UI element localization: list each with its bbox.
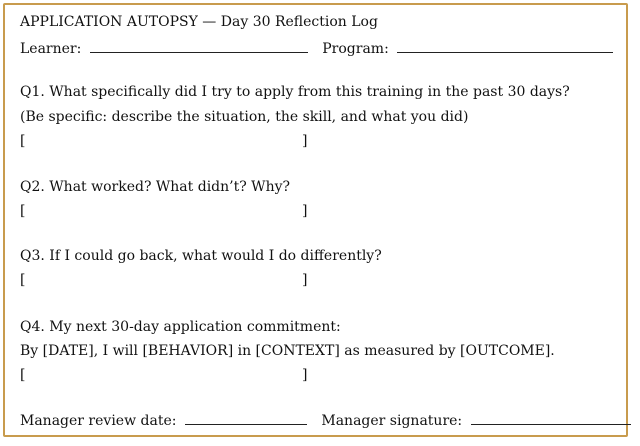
form-title: APPLICATION AUTOPSY — Day 30 Reflection Log [20,14,378,30]
bracket-close: ] [302,133,308,149]
answer-3-field[interactable] [20,271,308,289]
bracket-open: [ [20,367,26,383]
bracket-open: [ [20,203,26,219]
question-4-hint: By [DATE], I will [BEHAVIOR] in [CONTEXT] as measured by [OUTCOME]. [20,343,555,359]
learner-field[interactable] [90,38,308,53]
bracket-open: [ [20,272,26,288]
question-2: Q2. What worked? What didn’t? Why? [20,179,291,195]
bracket-close: ] [302,203,308,219]
program-field[interactable] [397,38,613,53]
question-1-hint: (Be specific: describe the situation, the skill, and what you did) [20,109,469,125]
manager-signature-field[interactable] [471,410,631,425]
reflection-log-card [3,3,628,437]
question-4: Q4. My next 30-day application commitment: [20,319,341,335]
answer-2-field[interactable] [20,202,308,220]
manager-date-label: Manager review date: [20,413,177,429]
bracket-close: ] [302,272,308,288]
manager-signature-label: Manager signature: [321,413,463,429]
learner-label: Learner: [20,41,82,57]
question-1: Q1. What specifically did I try to apply from this training in the past 30 days? [20,84,570,100]
answer-1-field[interactable] [20,132,308,150]
manager-row [20,410,631,430]
answer-4-field[interactable] [20,366,308,384]
question-3: Q3. If I could go back, what would I do differently? [20,248,382,264]
learner-program-row [20,38,613,58]
program-label: Program: [322,41,389,57]
bracket-open: [ [20,133,26,149]
bracket-close: ] [302,367,308,383]
manager-date-field[interactable] [185,410,307,425]
